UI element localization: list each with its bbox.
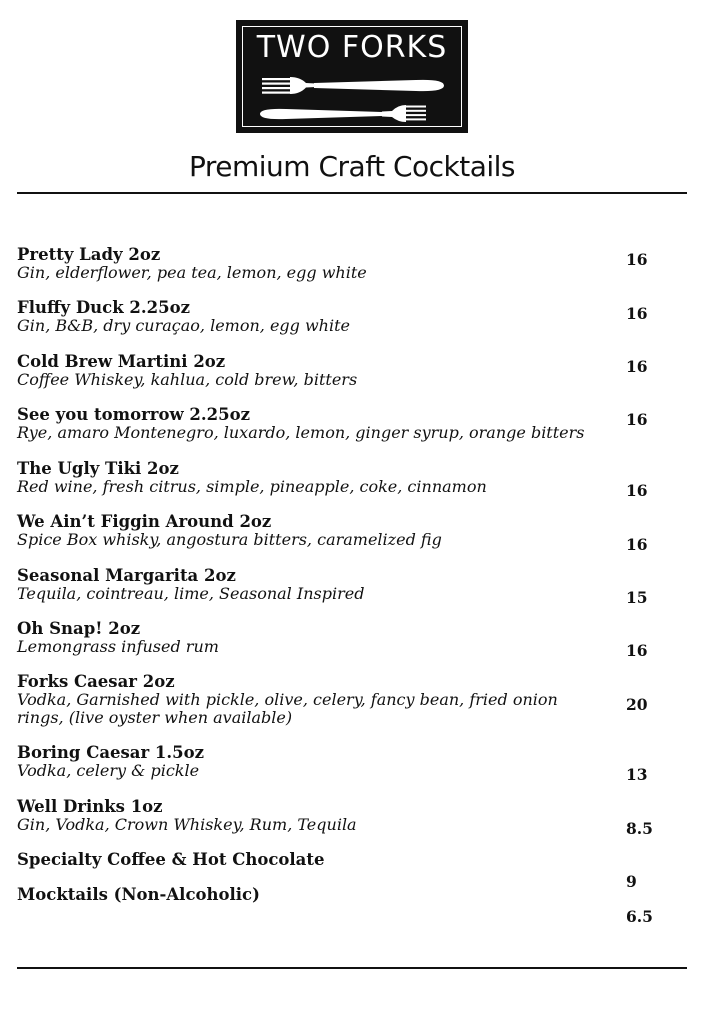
menu-subtitle: Premium Craft Cocktails: [188, 150, 516, 183]
menu-item-price: 13: [626, 765, 648, 784]
menu-item-description: Gin, elderflower, pea tea, lemon, egg white: [17, 263, 367, 282]
menu-item-name: Mocktails (Non-Alcoholic): [17, 885, 260, 904]
menu-item-name: Forks Caesar 2oz: [17, 672, 175, 691]
menu-item-name: See you tomorrow 2.25oz: [17, 405, 250, 424]
menu-item-description: Vodka, celery & pickle: [17, 761, 200, 780]
menu-item-name: Seasonal Margarita 2oz: [17, 566, 236, 585]
menu-item-name: Oh Snap! 2oz: [17, 619, 141, 638]
menu-item-description: Red wine, fresh citrus, simple, pineapple, coke, cinnamon: [17, 477, 487, 496]
menu-item-price: 16: [626, 304, 648, 323]
menu-item-name: The Ugly Tiki 2oz: [17, 459, 179, 478]
menu-item-name: Cold Brew Martini 2oz: [17, 352, 226, 371]
menu-item-description: Vodka, Garnished with pickle, olive, celery, fancy bean, fried onion: [17, 690, 558, 709]
menu-item-name: Pretty Lady 2oz: [17, 245, 161, 264]
menu-item-price: 9: [626, 872, 637, 891]
menu-item-price: 15: [626, 588, 648, 607]
menu-item-description: Gin, Vodka, Crown Whiskey, Rum, Tequila: [17, 815, 357, 834]
logo-text: TWO FORKS: [256, 30, 448, 65]
logo: [236, 20, 468, 133]
menu-item-description: Tequila, cointreau, lime, Seasonal Inspired: [17, 584, 365, 603]
forks-icon: [256, 72, 448, 132]
menu-item-name: Fluffy Duck 2.25oz: [17, 298, 190, 317]
menu-item-price: 8.5: [626, 819, 653, 838]
menu-item-description: Lemongrass infused rum: [17, 637, 219, 656]
menu-item-description-continued: rings, (live oyster when available): [17, 708, 293, 727]
menu-item-name: We Ain’t Figgin Around 2oz: [17, 512, 272, 531]
menu-item-price: 20: [626, 695, 648, 714]
menu-item-description: Rye, amaro Montenegro, luxardo, lemon, ginger syrup, orange bitters: [17, 423, 585, 442]
menu-item-description: Coffee Whiskey, kahlua, cold brew, bitters: [17, 370, 358, 389]
menu-item-description: Spice Box whisky, angostura bitters, caramelized fig: [17, 530, 442, 549]
menu-item-price: 16: [626, 250, 648, 269]
menu-item-name: Specialty Coffee & Hot Chocolate: [17, 850, 325, 869]
menu-item-price: 16: [626, 535, 648, 554]
bottom-divider: [17, 967, 687, 969]
menu-item-name: Boring Caesar 1.5oz: [17, 743, 205, 762]
menu-item-name: Well Drinks 1oz: [17, 797, 163, 816]
menu-item-description: Gin, B&B, dry curaçao, lemon, egg white: [17, 316, 350, 335]
menu-item-price: 16: [626, 641, 648, 660]
menu-item-price: 16: [626, 481, 648, 500]
menu-item-price: 6.5: [626, 907, 653, 926]
top-divider: [17, 192, 687, 194]
menu-item-price: 16: [626, 357, 648, 376]
menu-item-price: 16: [626, 410, 648, 429]
